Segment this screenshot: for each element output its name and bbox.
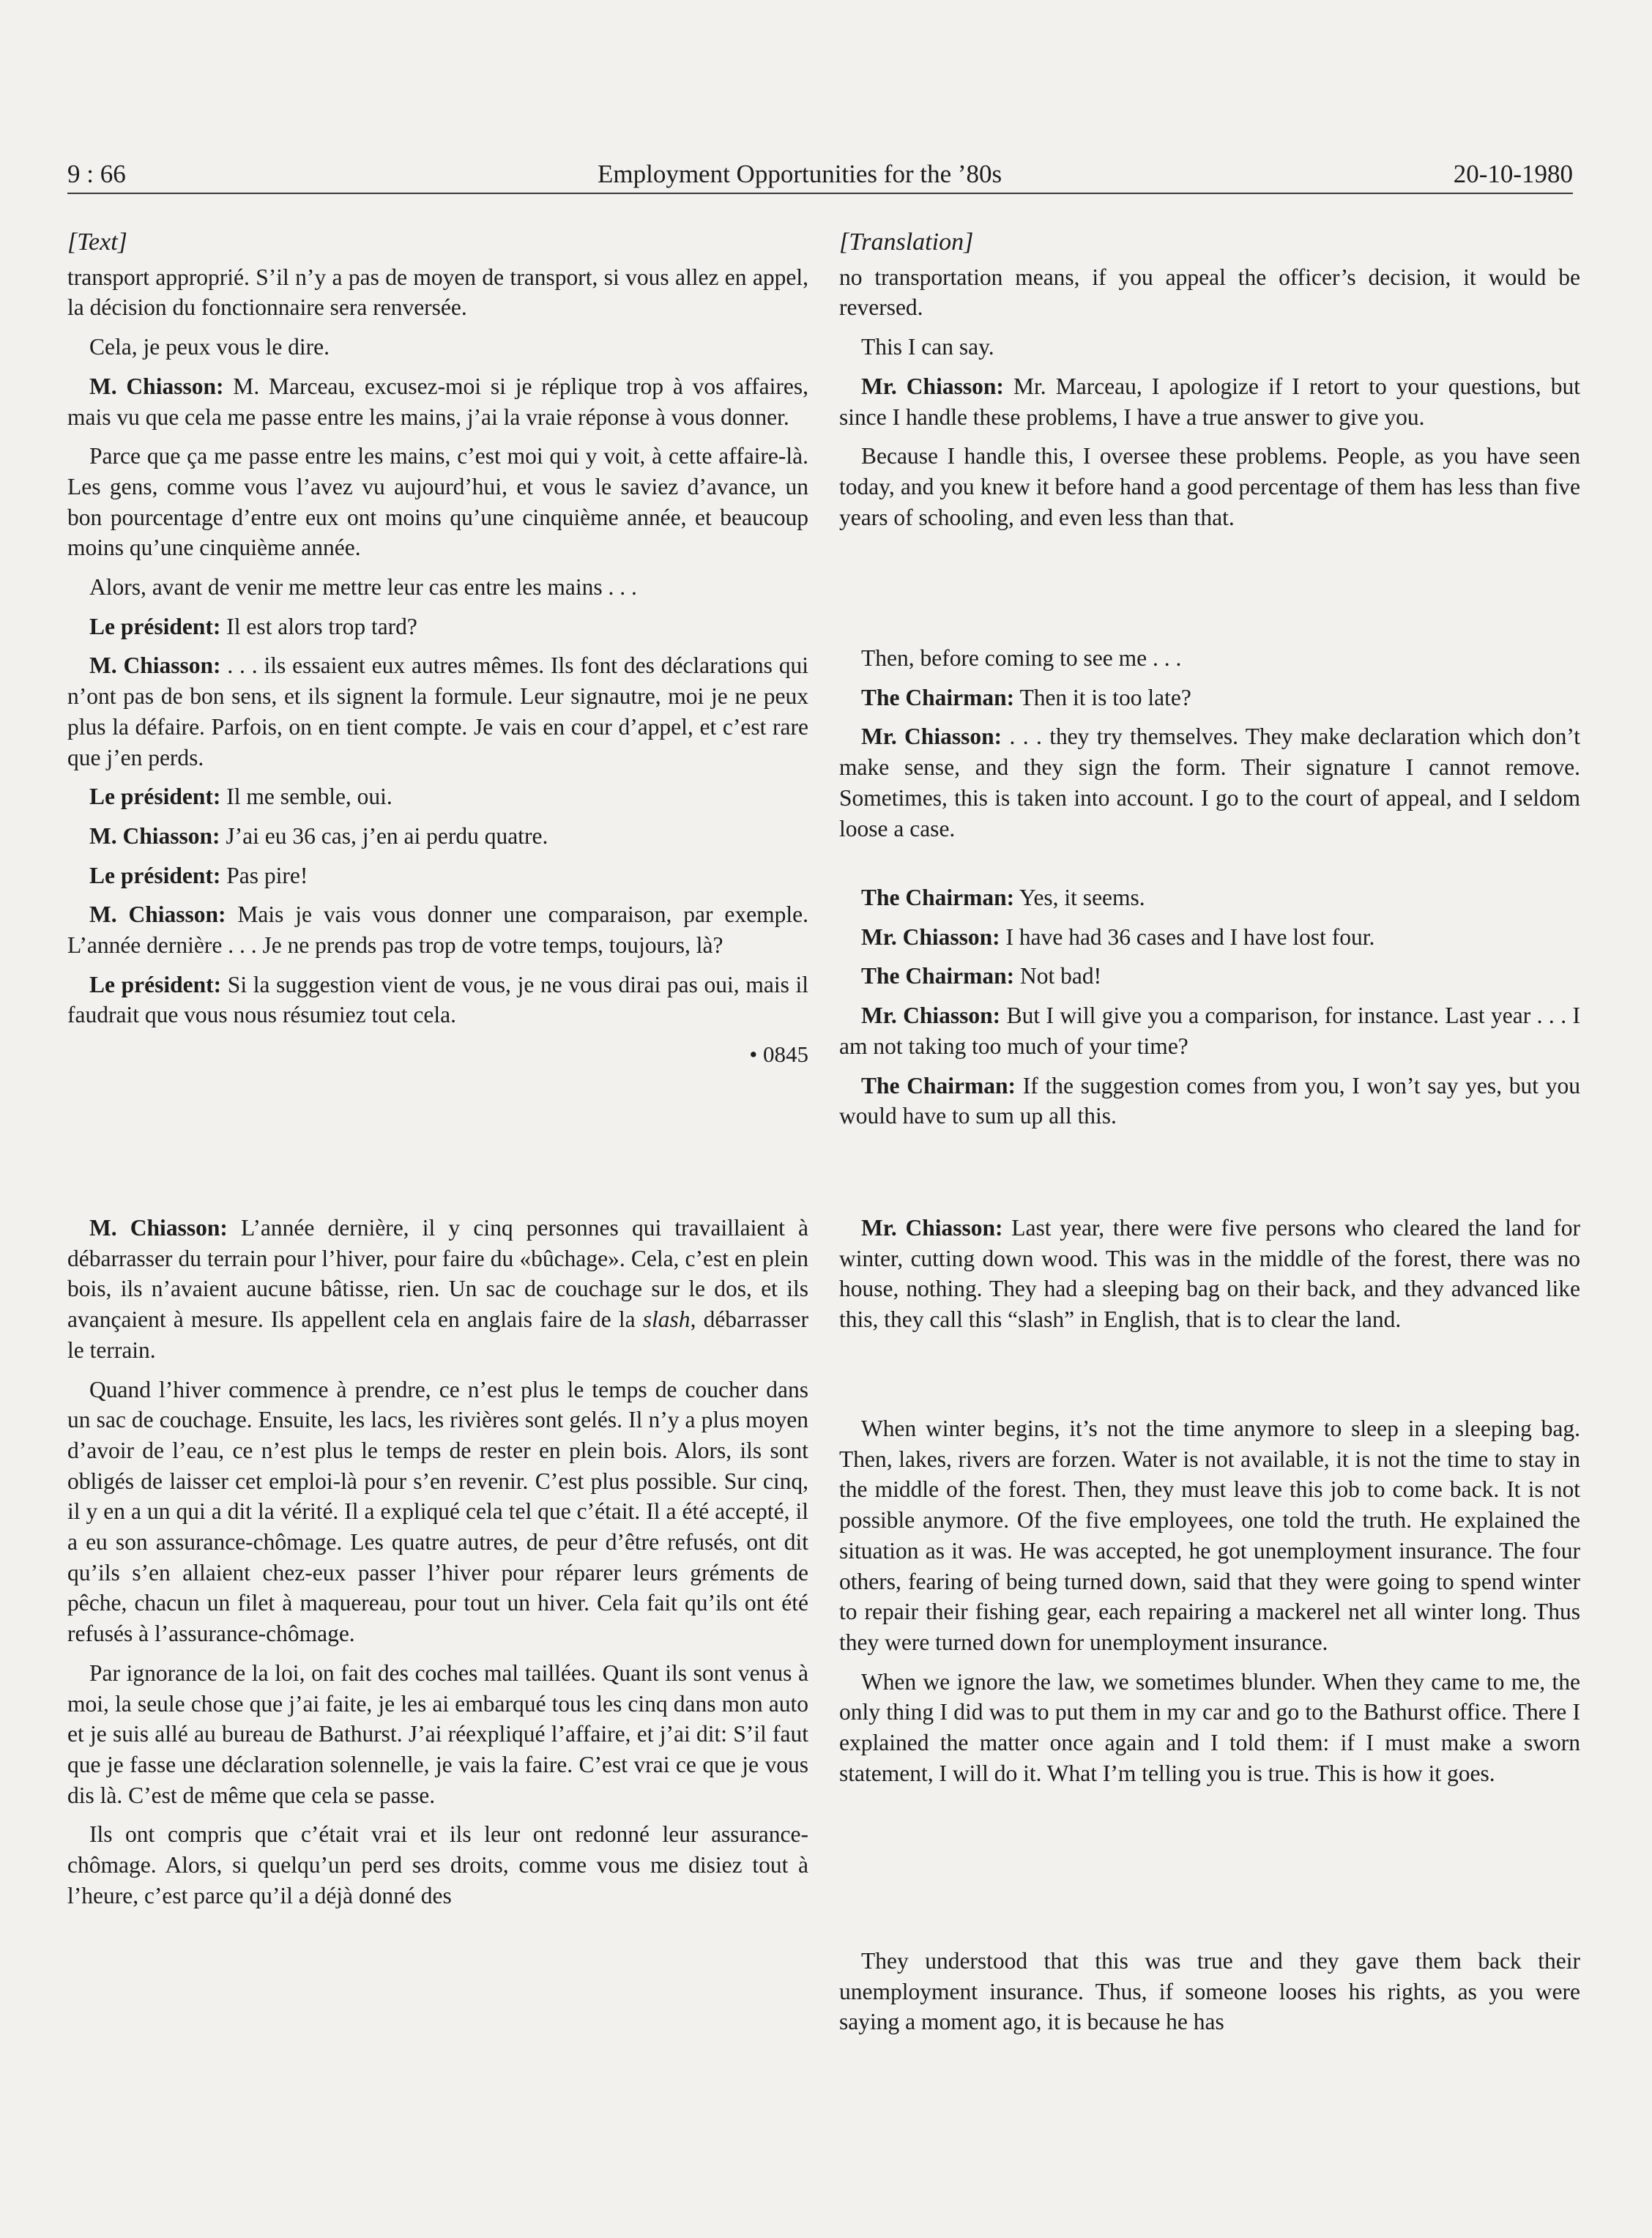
speaker: M. Chiasson: xyxy=(89,1215,228,1241)
speaker: M. Chiasson: xyxy=(89,901,226,928)
speech: Le président: Il me semble, oui. xyxy=(89,784,392,810)
page-header xyxy=(67,160,1573,196)
speaker: Mr. Chiasson: xyxy=(861,923,1000,950)
speaker: The Chairman: xyxy=(861,1072,1016,1098)
speech: Le président: Pas pire! xyxy=(89,862,308,888)
speech: M. Chiasson: . . . ils essaient eux autres mêmes. Ils font des déclarations qui n’ont pas de bon sens, et ils signent la formule. Leur signautre, moi je ne peux plus la défaire. Parfois, on en tient compte. Je vais en cour d’appel, et c’est rare que j’en perds. xyxy=(67,653,808,770)
paragraph: Then, before coming to see me . . . xyxy=(861,645,1182,671)
speaker: M. Chiasson: xyxy=(89,822,220,849)
speaker: The Chairman: xyxy=(861,963,1015,989)
speech: The Chairman: If the suggestion comes from you, I won’t say yes, but you would have to sum up all this. xyxy=(839,1072,1580,1129)
speaker: Le président: xyxy=(89,613,221,639)
paragraph: They understood that this was true and they gave them back their unemployment insurance. Thus, if someone looses his rights, as you were saying a moment ago, it is because he has xyxy=(839,1948,1580,2035)
paragraph: Par ignorance de la loi, on fait des coches mal taillées. Quant ils sont venus à moi, la seule chose que j’ai faite, je les ai embarqué tous les cinq dans mon auto et je suis allé au bureau de Bathurst. J’ai réexpliqué l’affaire, et j’ai dit: S’il faut que je fasse une déclaration solennelle, je vais la faire. C’est vrai ce que je vous dis là. C’est de même que cela se passe. xyxy=(67,1659,808,1808)
document-date: 20-10-1980 xyxy=(1453,160,1573,188)
speech: Le président: Si la suggestion vient de vous, je ne vous dirai pas oui, mais il faudrait que vous nous résumiez tout cela. xyxy=(67,971,808,1028)
speech: Mr. Chiasson: . . . they try themselves. They make declaration which don’t make sense, and they sign the form. Their signature I cannot remove. Sometimes, this is taken into account. I go to the court of appeal, and I seldom loose a case. xyxy=(839,724,1580,841)
speech: M. Chiasson: M. Marceau, excusez-moi si je réplique trop à vos affaires, mais vu que cela me passe entre les mains, j’ai la vraie réponse à vous donner. xyxy=(67,373,808,430)
paragraph: transport approprié. S’il n’y a pas de moyen de transport, si vous allez en appel, la décision du fonctionnaire sera renversée. xyxy=(67,264,808,321)
speech: Mr. Chiasson: But I will give you a comparison, for instance. Last year . . . I am not taking too much of your time? xyxy=(839,1003,1580,1059)
speaker: Le président: xyxy=(89,862,221,888)
paragraph: When we ignore the law, we sometimes blunder. When they came to me, the only thing I did was to put them in my car and go to the Bathurst office. There I explained the matter once again and I told them: if I must make a sworn statement, I will do it. What I’m telling you is true. This is how it goes. xyxy=(839,1668,1580,1786)
paragraph: no transportation means, if you appeal the officer’s decision, it would be reversed. xyxy=(839,264,1580,321)
speaker: Mr. Chiasson: xyxy=(861,373,1004,399)
right-block-2 xyxy=(839,643,1580,844)
time-marker: • 0845 xyxy=(749,1041,808,1068)
paragraph: Because I handle this, I oversee these problems. People, as you have seen today, and you knew it before hand a good percentage of them has less than five years of schooling, and even less than that. xyxy=(839,443,1580,530)
left-column-title: [Text] xyxy=(67,228,127,256)
speech: M. Chiasson: Mais je vais vous donner une comparaison, par exemple. L’année dernière . . . Je ne prends pas trop de votre temps, toujours, là? xyxy=(67,901,808,959)
speaker: Mr. Chiasson: xyxy=(861,1215,1003,1241)
speaker: M. Chiasson: xyxy=(89,373,224,399)
speaker: Mr. Chiasson: xyxy=(861,724,1002,750)
right-block-4 xyxy=(839,1213,1580,1335)
header-rule xyxy=(67,193,1573,194)
paragraph: Ils ont compris que c’était vrai et ils leur ont redonné leur assurance-chômage. Alors, si quelqu’un perd ses droits, comme vous me disiez tout à l’heure, c’est parce qu’il a déjà donné des xyxy=(67,1821,808,1908)
speech: Mr. Chiasson: Mr. Marceau, I apologize if I retort to your questions, but since I handle these problems, I have a true answer to give you. xyxy=(839,373,1580,430)
speech: The Chairman: Then it is too late? xyxy=(861,684,1191,710)
right-block-3 xyxy=(839,882,1580,1131)
speaker: M. Chiasson: xyxy=(89,653,221,679)
paragraph: When winter begins, it’s not the time anymore to sleep in a sleeping bag. Then, lakes, rivers are forzen. Water is not available, it is not the time to stay in the middle of the forest. Then, they must leave this job to come back. It is not possible anymore. Of the five employees, one told the truth. He explained the situation as it was. He was accepted, he got unemployment insurance. The four others, fearing of being turned down, said that they were going to spend winter to repair their fishing gear, each repairing a mackerel net all winter long. Thus they were turned down for unemployment insurance. xyxy=(839,1416,1580,1655)
page-number: 9 : 66 xyxy=(67,160,126,188)
right-column-title: [Translation] xyxy=(839,228,974,256)
speech: Mr. Chiasson: I have had 36 cases and I have lost four. xyxy=(861,923,1375,950)
paragraph: This I can say. xyxy=(861,334,994,360)
speech: The Chairman: Yes, it seems. xyxy=(861,885,1145,910)
paragraph: Quand l’hiver commence à prendre, ce n’est plus le temps de coucher dans un sac de couchage. Ensuite, les lacs, les rivières sont gelés. Il n’y a plus moyen d’avoir de l’eau, ce n’est plus le temps de rester en plein bois. Alors, ils sont obligés de laisser cet emploi-là pour s’en revenir. C’est plus possible. Sur cinq, il y en a un qui a dit la vérité. Il a expliqué cela tel que c’était. Il a été accepté, il a eu son assurance-chômage. Les quatre autres, de peur d’être refusés, ont dit qu’ils s’en allaient chez-eux passer l’hiver pour réparer leurs gréments de pêche, chacun un filet à maquereau, pour tout un hiver. Cela fait qu’ils ont été refusés à l’assurance-chômage. xyxy=(67,1376,808,1647)
speech: Le président: Il est alors trop tard? xyxy=(89,613,417,639)
right-block-5 xyxy=(839,1413,1580,1788)
speaker: Le président: xyxy=(89,971,222,997)
paragraph: Alors, avant de venir me mettre leur cas entre les mains . . . xyxy=(89,574,637,601)
paragraph: Parce que ça me passe entre les mains, c’est moi qui y voit, à cette affaire-là. Les gens, comme vous l’avez vu aujourd’hui, et vous le saviez d’avance, un bon pourcentage d’entre eux ont moins qu’une cinquième année, et beaucoup moins qu’une cinquième année. xyxy=(67,443,808,561)
right-block-1 xyxy=(839,227,1580,532)
speaker: Mr. Chiasson: xyxy=(861,1003,1001,1029)
speaker: The Chairman: xyxy=(861,885,1015,910)
running-title: Employment Opportunities for the ’80s xyxy=(598,160,1002,188)
speaker: Le président: xyxy=(89,784,221,810)
right-block-6 xyxy=(839,1946,1580,2037)
speech: Mr. Chiasson: Last year, there were five persons who cleared the land for winter, cutting down wood. This was in the middle of the forest, there was no house, nothing. They had a sleeping bag on their back, and they advanced like this, they call this “slash” in English, that is to clear the land. xyxy=(839,1215,1580,1333)
speech: M. Chiasson: J’ai eu 36 cas, j’en ai perdu quatre. xyxy=(89,822,548,849)
left-block-2 xyxy=(67,1213,808,1911)
speech: The Chairman: Not bad! xyxy=(861,963,1102,989)
speaker: The Chairman: xyxy=(861,684,1015,710)
speech: M. Chiasson: L’année dernière, il y cinq personnes qui travaillaient à débarrasser du terrain pour l’hiver, pour faire du «bûchage». Cela, c’est en plein bois, ils n’avaient aucune bâtisse, rien. Un sac de couchage sur le dos, et ils avançaient à mesure. Ils appellent cela en anglais faire de la slash, débarrasser le terrain. xyxy=(67,1215,808,1363)
paragraph: Cela, je peux vous le dire. xyxy=(89,334,330,360)
left-block-1 xyxy=(67,227,808,1070)
